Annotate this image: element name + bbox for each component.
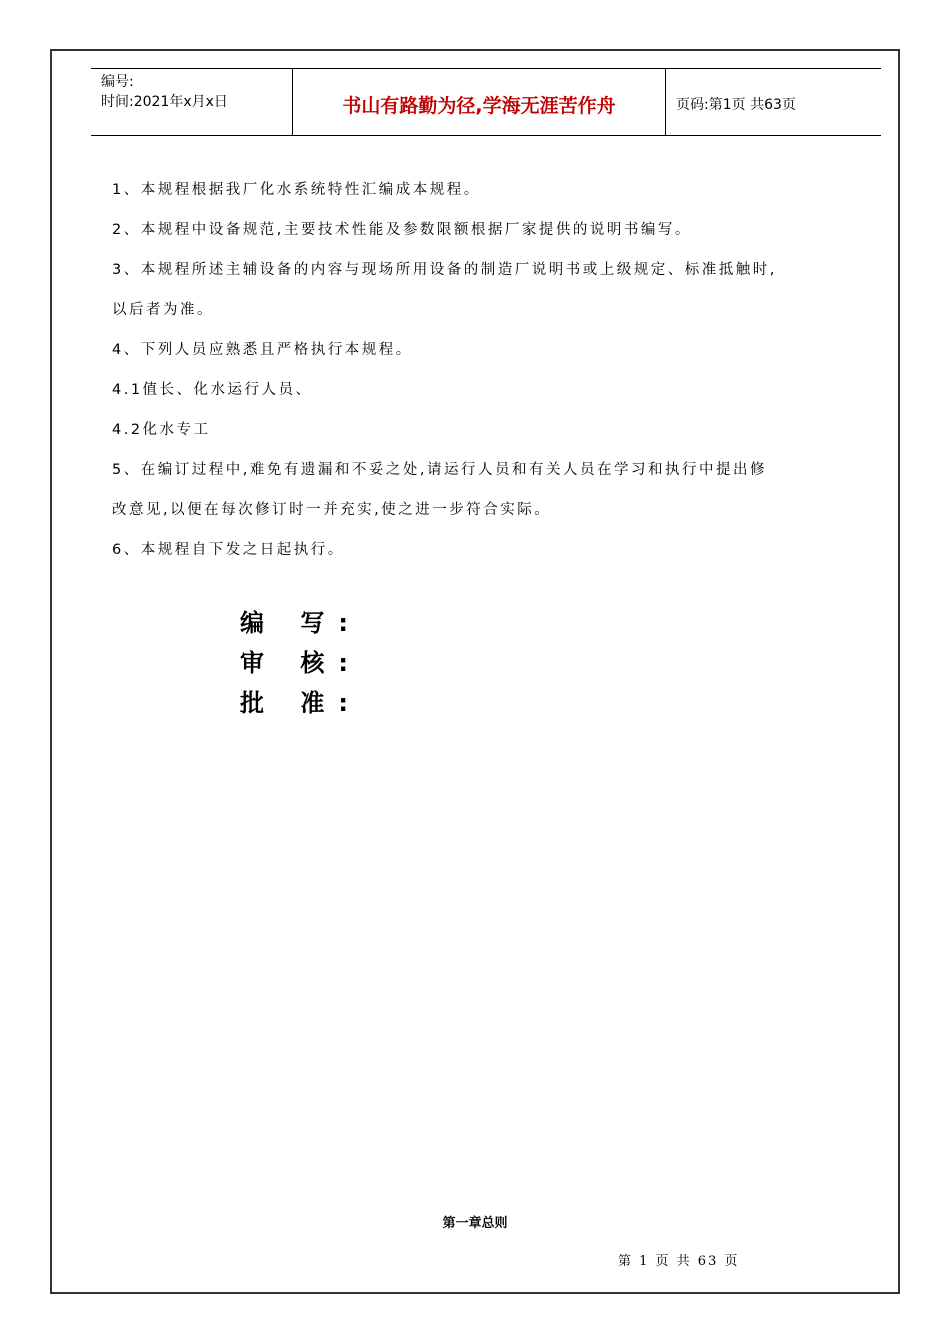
document-time: 时间:2021年x月x日 — [101, 94, 228, 110]
paragraph: 4、下列人员应熟悉且严格执行本规程。 — [112, 342, 413, 358]
paragraph: 4.1值长、化水运行人员、 — [112, 382, 313, 398]
document-code: 编号: — [101, 74, 134, 90]
paragraph: 2、本规程中设备规范,主要技术性能及参数限额根据厂家提供的说明书编写。 — [112, 222, 692, 238]
signature-block — [240, 603, 362, 723]
header-page-cell — [666, 69, 881, 135]
footer-page-number: 第 1 页 共 63 页 — [618, 1254, 740, 1269]
header-page-number: 页码:第1页 共63页 — [676, 97, 796, 113]
chapter-title: 第一章总则 — [442, 1216, 508, 1231]
document-body — [112, 170, 872, 570]
reviewer-signature: 审 核: — [240, 649, 362, 677]
paragraph: 4.2化水专工 — [112, 422, 211, 438]
header-motto-cell — [293, 69, 666, 135]
paragraph: 1、本规程根据我厂化水系统特性汇编成本规程。 — [112, 182, 481, 198]
paragraph: 5、在编订过程中,难免有遗漏和不妥之处,请运行人员和有关人员在学习和执行中提出修 — [112, 462, 767, 478]
approver-signature: 批 准: — [240, 689, 362, 717]
paragraph: 3、本规程所述主辅设备的内容与现场所用设备的制造厂说明书或上级规定、标准抵触时, — [112, 262, 777, 278]
header-motto: 书山有路勤为径,学海无涯苦作舟 — [342, 95, 616, 117]
page-header — [91, 68, 881, 136]
header-info-cell — [91, 69, 293, 135]
writer-signature: 编 写: — [240, 609, 362, 637]
paragraph: 6、本规程自下发之日起执行。 — [112, 542, 345, 558]
paragraph: 改意见,以便在每次修订时一并充实,使之进一步符合实际。 — [112, 502, 552, 518]
paragraph: 以后者为准。 — [112, 302, 214, 318]
